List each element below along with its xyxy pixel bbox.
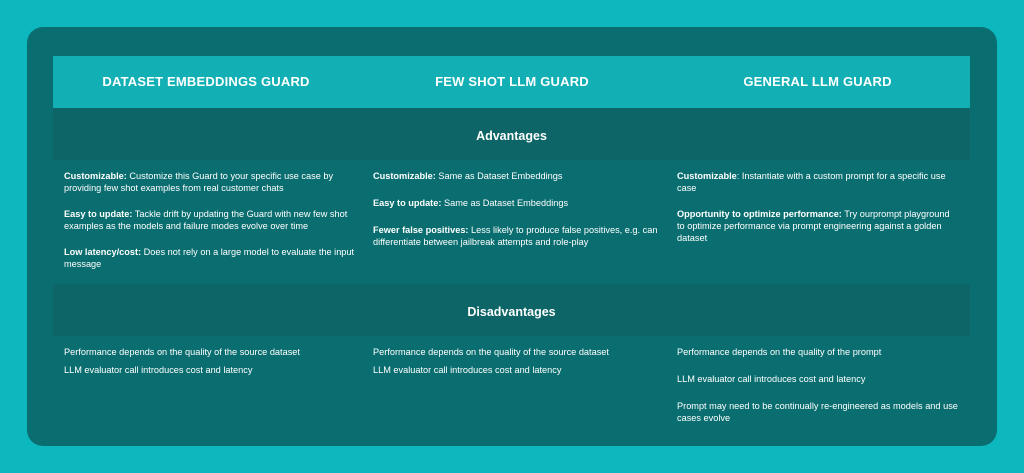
disadvantages-col3-item1: Performance depends on the quality of the prompt bbox=[677, 347, 882, 357]
column-title-dataset-embeddings: DATASET EMBEDDINGS GUARD bbox=[102, 74, 310, 89]
advantages-col1-item2 bbox=[64, 208, 356, 232]
disadvantages-col3-item2: LLM evaluator call introduces cost and latency bbox=[677, 374, 866, 384]
list-item: Easy to update: Tackle drift by updating the Guard with new few shot examples as the models and failure modes evolve over time bbox=[64, 209, 348, 231]
disadvantages-title: Disadvantages bbox=[467, 305, 556, 319]
disadvantages-col3-item3: Prompt may need to be continually re-engineered as models and use cases evolve bbox=[677, 401, 958, 423]
list-item: Fewer false positives: Less likely to produce false positives, e.g. can differentiate between jailbreak attempts and role-play bbox=[373, 225, 658, 247]
column-title-general-llm: GENERAL LLM GUARD bbox=[743, 74, 892, 89]
list-item: Customizable: Customize this Guard to your specific use case by providing few shot examples from real customer chats bbox=[64, 171, 334, 193]
advantages-col3-item2 bbox=[677, 208, 959, 244]
advantages-col2-item3 bbox=[373, 224, 663, 248]
advantages-col1-item3 bbox=[64, 246, 356, 270]
disadvantages-col2-item2: LLM evaluator call introduces cost and latency bbox=[373, 365, 562, 375]
list-item: Customizable: Same as Dataset Embeddings bbox=[373, 171, 563, 181]
advantages-col2-item2 bbox=[373, 197, 663, 209]
list-item: Easy to update: Same as Dataset Embeddings bbox=[373, 198, 569, 208]
advantages-title: Advantages bbox=[476, 129, 547, 143]
disadvantages-col1-item1: Performance depends on the quality of the source dataset bbox=[64, 347, 300, 357]
disadvantages-col2-item1: Performance depends on the quality of the source dataset bbox=[373, 347, 609, 357]
column-title-few-shot: FEW SHOT LLM GUARD bbox=[435, 74, 589, 89]
disadvantages-col1-item2: LLM evaluator call introduces cost and latency bbox=[64, 365, 253, 375]
table-header bbox=[53, 56, 970, 108]
list-item: Low latency/cost: Does not rely on a large model to evaluate the input message bbox=[64, 247, 355, 269]
advantages-col3-item1 bbox=[677, 170, 959, 194]
list-item: Customizable: Instantiate with a custom prompt for a specific use case bbox=[677, 171, 946, 193]
list-item: Opportunity to optimize performance: Try ourprompt playground to optimize performance via prompt engineering against a golden dataset bbox=[677, 209, 950, 243]
advantages-col2-item1 bbox=[373, 170, 663, 182]
advantages-col1 bbox=[64, 170, 356, 194]
